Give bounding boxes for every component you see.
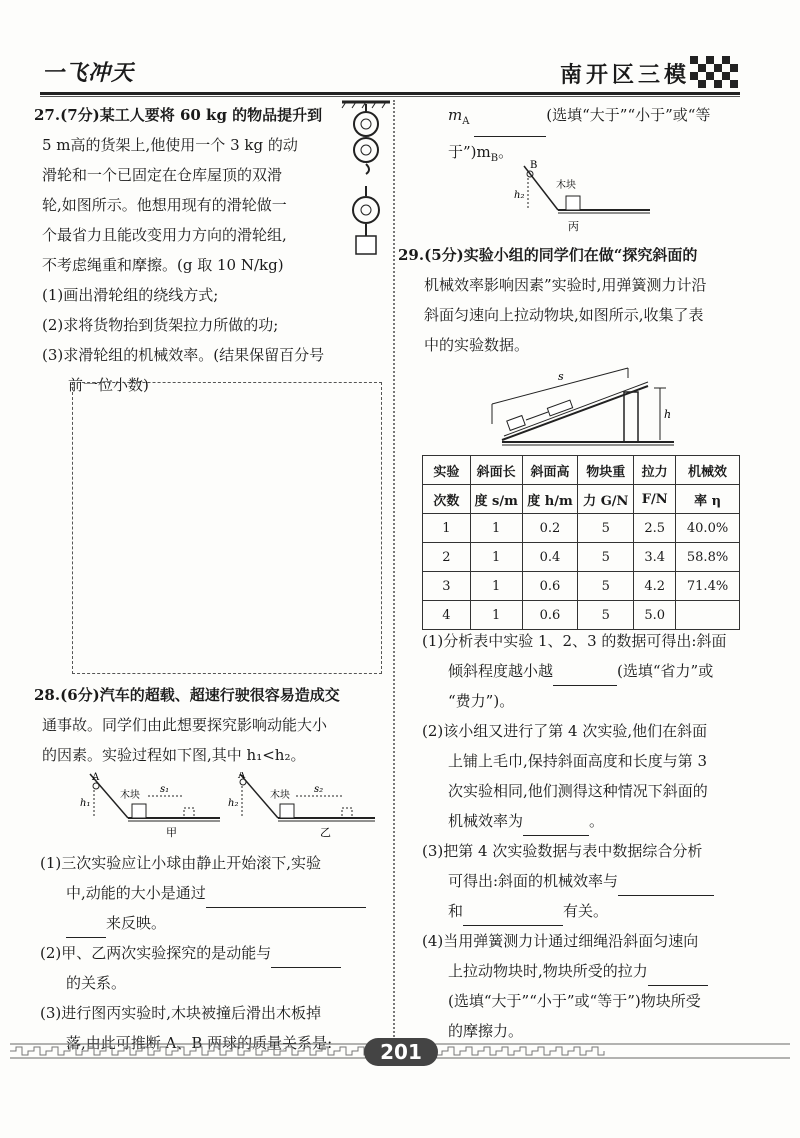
page-number: 201: [364, 1038, 438, 1066]
q27-sub3: (3)求滑轮组的机械效率。(结果保留百分号: [42, 346, 325, 364]
q28-figure-jia-yi: [80, 772, 380, 844]
table-cell: 0.6: [522, 601, 578, 630]
table-header-cell: F/N: [634, 485, 676, 514]
table-cell: 58.8%: [676, 543, 740, 572]
q29-incline-figure: [488, 364, 678, 448]
fig-label-block-bing: 木块: [556, 180, 576, 191]
q28-subquestions: [40, 848, 390, 1058]
header-rule: [40, 92, 740, 95]
q29-sub2-line4: 机械效率为 。: [422, 806, 762, 836]
fig-label-bing: 丙: [568, 220, 579, 233]
q27-sub2: (2)求将货物抬到货架拉力所做的功;: [42, 316, 279, 334]
table-header-cell: 斜面长: [470, 456, 522, 485]
q28-line: 通事故。同学们由此想要探究影响动能大小: [42, 716, 328, 734]
table-cell: 1: [470, 572, 522, 601]
q28-mass-blank[interactable]: [474, 118, 546, 137]
q29-line: 29.(5分)实验小组的同学们在做“探究斜面的: [398, 246, 698, 264]
answer-box[interactable]: [72, 382, 382, 674]
table-cell: 4.2: [634, 572, 676, 601]
table-cell: 40.0%: [676, 514, 740, 543]
table-header-row: [423, 456, 740, 485]
table-header-cell: 度 s/m: [470, 485, 522, 514]
fig-label-b: B: [530, 160, 538, 171]
fig-label-h1: h₁: [80, 798, 91, 809]
q29-sub1-line3: “费力”)。: [448, 692, 515, 710]
q29-line: 中的实验数据。: [424, 336, 530, 354]
table-cell: 5: [578, 601, 634, 630]
fig-label-h2: h₂: [228, 798, 239, 809]
q28-sub2-line2: 的关系。: [66, 974, 127, 992]
table-header-cell: 斜面高: [522, 456, 578, 485]
q27-line: 27.(7分)某工人要将 60 kg 的物品提升到: [34, 106, 323, 124]
q27-line: 轮,如图所示。他想用现有的滑轮做一: [42, 196, 287, 214]
fig-label-s: s: [558, 370, 564, 383]
table-cell: 4: [423, 601, 471, 630]
q28-cont-line2: 于$”)m_B$。: [448, 143, 514, 164]
table-header-cell: 物块重: [578, 456, 634, 485]
q28-sub3-line2: 落,由此可推断 A、B 两球的质量关系是:: [66, 1034, 333, 1052]
table-cell: 3.4: [634, 543, 676, 572]
q29-sub1-line2: 倾斜程度越小越 (选填“省力”或: [422, 656, 762, 686]
checker-decoration-icon: [690, 56, 738, 92]
q28-sub1-blank2[interactable]: [66, 919, 106, 938]
q29-data-table: [422, 455, 740, 630]
fig-label-h: h: [664, 408, 672, 421]
q29-sub4-line4: 的摩擦力。: [448, 1022, 524, 1040]
table-header-cell: 力 G/N: [578, 485, 634, 514]
table-cell: 2: [423, 543, 471, 572]
table-header-cell: 次数: [423, 485, 471, 514]
pulley-figure: [340, 100, 392, 260]
table-header-cell: 率 η: [676, 485, 740, 514]
fig-label-block: 木块: [120, 790, 140, 801]
q28-sub2-blank[interactable]: [271, 949, 341, 968]
table-cell: 5: [578, 543, 634, 572]
q28-sub1-line2: 中,动能的大小是通过: [40, 878, 390, 908]
q29-sub2-line2: 上铺上毛巾,保持斜面高度和长度与第 3: [448, 752, 708, 770]
q29-sub4-line2: 上拉动物块时,物块所受的拉力: [422, 956, 762, 986]
table-row: [423, 543, 740, 572]
table-cell: 1: [470, 601, 522, 630]
table-cell: 1: [423, 514, 471, 543]
column-divider: [393, 100, 395, 1040]
table-header-row: [423, 485, 740, 514]
q27-line: 不考虑绳重和摩擦。(g 取 10 N/kg): [42, 256, 284, 274]
q29-sub3-line2: 可得出:斜面的机械效率与: [422, 866, 762, 896]
table-cell: 1: [470, 514, 522, 543]
q29-sub4-blank[interactable]: [648, 967, 708, 986]
q27-line: 滑轮和一个已固定在仓库屋顶的双滑: [42, 166, 283, 184]
q27-line: 个最省力且能改变用力方向的滑轮组,: [42, 226, 287, 244]
brand-logo: 一飞冲天: [42, 61, 135, 86]
q27-sub1: (1)画出滑轮组的绕线方式;: [42, 286, 219, 304]
table-header-cell: 拉力: [634, 456, 676, 485]
fig-label-jia: 甲: [166, 826, 177, 839]
fig-label-h2-bing: h₂: [514, 190, 525, 201]
fig-label-a-2: A: [238, 772, 246, 781]
q28-line: 的因素。实验过程如下图,其中 h₁<h₂。: [42, 746, 306, 764]
table-cell: 0.4: [522, 543, 578, 572]
table-cell: 1: [470, 543, 522, 572]
q29-sub3-line3: 和 有关。: [422, 896, 762, 926]
q29-sub3-blank2[interactable]: [463, 907, 563, 926]
q29-sub1-line1: (1)分析表中实验 1、2、3 的数据可得出:斜面: [422, 632, 727, 650]
table-row: [423, 572, 740, 601]
q29-subquestions: [422, 626, 762, 1046]
q28-sub3-line1: (3)进行图丙实验时,木块被撞后滑出木板掉: [40, 1004, 322, 1022]
q29-sub2-line3: 次实验相同,他们测得这种情况下斜面的: [448, 782, 708, 800]
table-cell: 3: [423, 572, 471, 601]
q28-cont-line1: $m_A$ (选填“大于”“小于”或“等: [448, 100, 748, 137]
q28-sub1-line3: 来反映。: [40, 908, 390, 938]
q29-sub2-blank[interactable]: [523, 817, 589, 836]
fig-label-a: A: [92, 772, 100, 783]
table-header-cell: 机械效: [676, 456, 740, 485]
fig-label-s2: s₂: [314, 784, 324, 795]
q29-sub3-blank1[interactable]: [618, 877, 714, 896]
table-cell: 71.4%: [676, 572, 740, 601]
q27-line: 5 m高的货架上,他使用一个 3 kg 的动: [42, 136, 298, 154]
q28-sub1-line1: (1)三次实验应让小球由静止开始滚下,实验: [40, 854, 322, 872]
q29-sub4-line3: (选填“大于”“小于”或“等于”)物块所受: [448, 992, 701, 1010]
table-header-cell: 实验: [423, 456, 471, 485]
table-header-cell: 度 h/m: [522, 485, 578, 514]
q29-sub1-blank[interactable]: [553, 667, 617, 686]
q29-line: 斜面匀速向上拉动物块,如图所示,收集了表: [424, 306, 704, 324]
q27-sub3-cont: 前一位小数): [68, 376, 149, 394]
q28-figure-bing: [510, 160, 670, 234]
fig-label-block-2: 木块: [270, 790, 290, 801]
q28-line: 28.(6分)汽车的超载、超速行驶很容易造成交: [34, 686, 340, 704]
table-cell: 0.2: [522, 514, 578, 543]
q28-sub1-blank[interactable]: [206, 889, 366, 908]
q29-sub3-line1: (3)把第 4 次实验数据与表中数据综合分析: [422, 842, 703, 860]
q28-text: [34, 680, 394, 770]
table-cell: 5: [578, 572, 634, 601]
table-cell: 0.6: [522, 572, 578, 601]
q29-sub4-line1: (4)当用弹簧测力计通过细绳沿斜面匀速向: [422, 932, 699, 950]
table-cell: 5: [578, 514, 634, 543]
table-cell: 2.5: [634, 514, 676, 543]
table-row: [423, 514, 740, 543]
q29-text: [398, 240, 758, 360]
header-rule-thin: [40, 96, 740, 97]
fig-label-yi: 乙: [320, 826, 331, 839]
q29-line: 机械效率影响因素”实验时,用弹簧测力计沿: [424, 276, 707, 294]
q28-sub2-line1: (2)甲、乙两次实验探究的是动能与: [40, 938, 390, 968]
fig-label-s1: s₁: [160, 784, 170, 795]
q29-sub2-line1: (2)该小组又进行了第 4 次实验,他们在斜面: [422, 722, 708, 740]
series-title: 南开区三模: [560, 63, 691, 88]
table-cell: 5.0: [634, 601, 676, 630]
q27-text: [34, 100, 354, 400]
